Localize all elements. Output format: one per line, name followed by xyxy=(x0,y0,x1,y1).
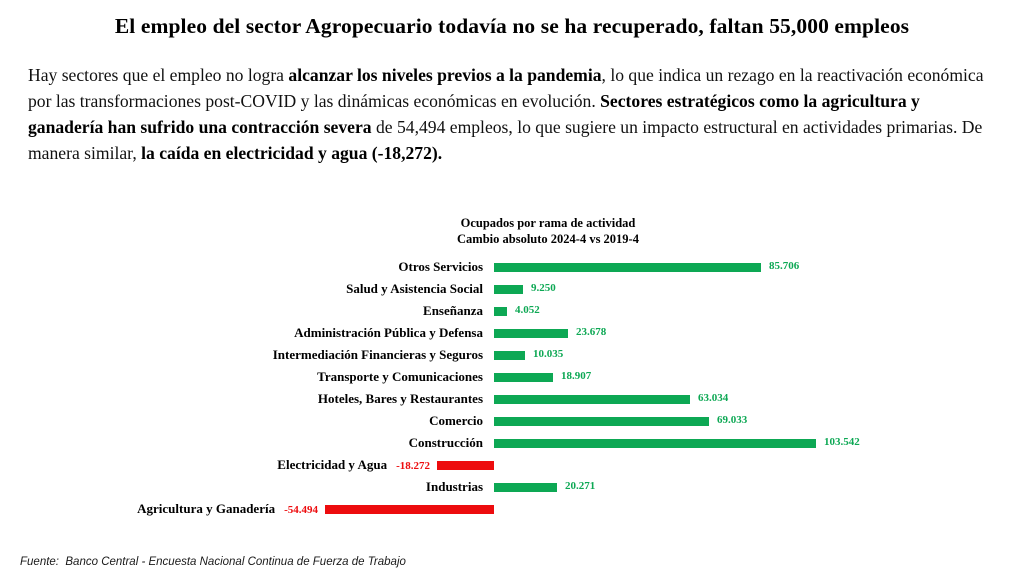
category-label: Hoteles, Bares y Restaurantes xyxy=(317,391,483,406)
category-label: Intermediación Financieras y Seguros xyxy=(272,347,483,362)
intro-paragraph xyxy=(28,62,992,166)
value-label: -54.494 xyxy=(284,504,318,516)
value-label: 20.271 xyxy=(565,480,596,492)
bar-positive xyxy=(494,307,507,316)
chart-title-line1: Ocupados por rama de actividad xyxy=(460,216,636,230)
value-label: 9.250 xyxy=(531,282,556,294)
intro-text-segment: Hay sectores que el empleo no logra xyxy=(28,65,289,85)
value-label: 63.034 xyxy=(698,392,729,404)
category-label: Comercio xyxy=(429,413,483,428)
negative-row-labels xyxy=(137,500,318,518)
value-label: 10.035 xyxy=(533,348,564,360)
value-label: 103.542 xyxy=(824,436,860,448)
bar-positive xyxy=(494,263,761,272)
bar-positive xyxy=(494,483,557,492)
bar-positive xyxy=(494,329,568,338)
category-label: Enseñanza xyxy=(423,303,483,318)
employment-bar-chart xyxy=(0,214,1024,530)
intro-text-segment: de 54,494 empleos, lo que sugiere un impacto estructural en actividades primarias. De manera similar, xyxy=(28,117,983,163)
value-label: 18.907 xyxy=(561,370,592,382)
bar-positive xyxy=(494,285,523,294)
intro-bold-segment: Sectores estratégicos como la agricultura y ganadería han sufrido una contracción severa xyxy=(28,91,920,137)
bar-negative xyxy=(437,461,494,470)
value-label: 69.033 xyxy=(717,414,748,426)
value-label: 23.678 xyxy=(576,326,607,338)
chart-title-line2: Cambio absoluto 2024-4 vs 2019-4 xyxy=(457,232,639,246)
intro-bold-segment: alcanzar los niveles previos a la pandemia xyxy=(288,65,602,85)
intro-bold-segment: la caída en electricidad y agua (-18,272). xyxy=(141,143,443,163)
category-label: Otros Servicios xyxy=(398,259,483,274)
category-label: Industrias xyxy=(425,479,483,494)
category-label: Salud y Asistencia Social xyxy=(346,281,483,296)
value-label: 85.706 xyxy=(769,260,800,272)
chart-title xyxy=(72,215,1024,247)
bar-positive xyxy=(494,373,553,382)
value-label: -18.272 xyxy=(396,460,430,472)
bar-positive xyxy=(494,395,690,404)
category-label: Transporte y Comunicaciones xyxy=(317,369,483,384)
bar-positive xyxy=(494,351,525,360)
intro-text-segment: , lo que indica un rezago en la reactivación económica por las transformaciones post-COVID y las dinámicas económicas en evolución. xyxy=(28,65,984,111)
category-label: Construcción xyxy=(408,435,483,450)
value-label: 4.052 xyxy=(515,304,540,316)
negative-row-labels xyxy=(277,456,430,474)
bar-negative xyxy=(325,505,494,514)
category-label: Agricultura y Ganadería xyxy=(137,501,276,516)
bar-positive xyxy=(494,417,709,426)
category-label: Electricidad y Agua xyxy=(277,457,388,472)
category-label: Administración Pública y Defensa xyxy=(294,325,483,340)
source-note: Fuente: Banco Central - Encuesta Nacional Continua de Fuerza de Trabajo xyxy=(20,556,406,568)
page-title: El empleo del sector Agropecuario todavía no se ha recuperado, faltan 55,000 empleos xyxy=(114,14,910,38)
bar-positive xyxy=(494,439,816,448)
